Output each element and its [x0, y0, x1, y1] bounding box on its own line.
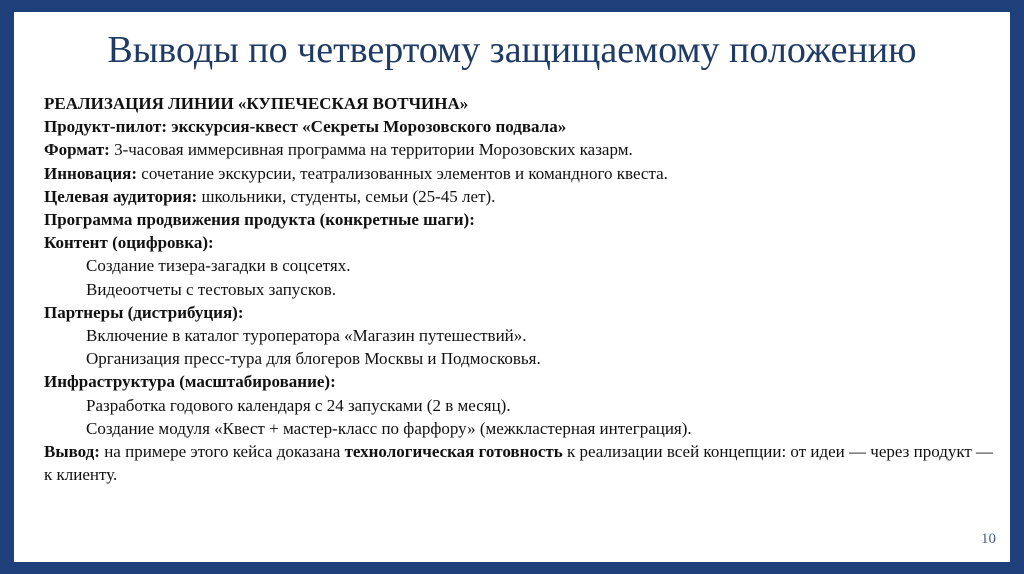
partners-item: Включение в каталог туроператора «Магазин путешествий».	[86, 326, 527, 346]
content-item: Создание тизера-загадки в соцсетях.	[86, 256, 351, 276]
partners-section-heading: Партнеры (дистрибуция):	[44, 302, 244, 322]
audience-label: Целевая аудитория:	[44, 186, 198, 206]
partners-item: Организация пресс-тура для блогеров Москвы и Подмосковья.	[86, 349, 541, 369]
conclusion-text-2: к реализации всей концепции: от идеи — через продукт — к клиенту.	[44, 442, 994, 485]
slide-title: Выводы по четвертому защищаемому положению	[107, 29, 917, 71]
section-heading: РЕАЛИЗАЦИЯ ЛИНИИ «КУПЕЧЕСКАЯ ВОТЧИНА»	[44, 94, 469, 113]
conclusion-paragraph	[44, 440, 994, 486]
infra-item: Создание модуля «Квест + мастер-класс по фарфору» (межкластерная интеграция).	[86, 418, 692, 438]
content-section-heading: Контент (оцифровка):	[44, 233, 214, 253]
format-line	[44, 138, 994, 161]
infra-section-heading: Инфраструктура (масштабирование):	[44, 372, 336, 392]
audience-line	[44, 185, 994, 208]
promo-heading: Программа продвижения продукта (конкретные шаги):	[44, 210, 475, 230]
infra-item: Разработка годового календаря с 24 запусками (2 в месяц).	[86, 395, 511, 415]
innovation-text: сочетание экскурсии, театрализованных элементов и командного квеста.	[137, 163, 668, 183]
audience-text: школьники, студенты, семьи (25-45 лет).	[197, 186, 496, 206]
slide-content	[44, 92, 994, 486]
innovation-line	[44, 162, 994, 185]
content-item: Видеоотчеты с тестовых запусков.	[86, 279, 337, 299]
pilot-product: Продукт-пилот: экскурсия-квест «Секреты Морозовского подвала»	[44, 117, 567, 137]
innovation-label: Инновация:	[44, 163, 138, 183]
conclusion-label: Вывод:	[44, 442, 100, 462]
conclusion-text-1: на примере этого кейса доказана	[99, 442, 345, 462]
page-number: 10	[981, 531, 996, 547]
format-label: Формат:	[44, 140, 110, 160]
conclusion-bold: технологическая готовность	[344, 442, 563, 462]
format-text: 3-часовая иммерсивная программа на территории Морозовских казарм.	[109, 140, 633, 160]
slide	[14, 12, 1010, 562]
